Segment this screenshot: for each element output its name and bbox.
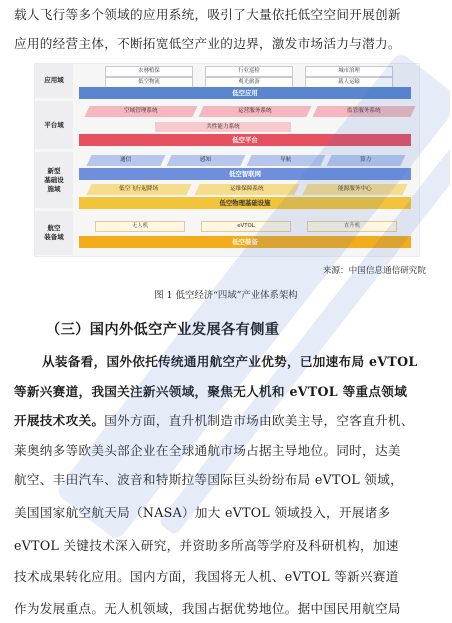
platform-band-operation	[198, 106, 311, 117]
phys-chip-maintenance	[194, 184, 299, 195]
body-line-2: 等新兴赛道，我国关注新兴领域，聚焦无人机和 eVTOL 等重点领域	[14, 384, 408, 399]
body-line-6: 美国国家航空航天局（NASA）加大 eVTOL 领域投入，开展诸多	[14, 505, 391, 520]
body-line-7: eVTOL 关键技术深入研究，并资助多所高等学府及科研机构，加速	[14, 538, 399, 553]
domain-label-infra-2: 基础设	[44, 176, 64, 184]
domain-label-equipment-1: 航空	[47, 224, 61, 232]
net-chip-sense-label: 感知	[200, 157, 212, 163]
platform-common: 共性能力系统	[155, 122, 291, 132]
body-line-3-bold: 开展技术攻关。	[14, 413, 105, 428]
app-chip-agri: 农林植保	[105, 66, 193, 77]
body-line-4: 莱奥纳多等欧美头部企业在全球通航市场占据主导地位。同时，达美	[14, 443, 401, 458]
body-line-1: 从装备看，国外依托传统通用航空产业优势，已加速布局 eVTOL	[42, 354, 418, 369]
equip-chip-helicopter: 直升机	[307, 221, 397, 232]
body-line-9: 作为发展重点。无人机领域，我国占据优势地位。据中国民用航空局	[14, 601, 401, 616]
domain-label-infra-1: 新型	[47, 167, 61, 175]
platform-band-regulation-label: 监管服务系统	[347, 108, 381, 114]
domain-label-application: 应用域	[44, 76, 64, 84]
body-line-3	[14, 410, 438, 429]
physical-bar: 低空物理基础设施	[79, 197, 411, 209]
architecture-figure	[34, 63, 420, 257]
net-chip-nav	[246, 155, 325, 166]
app-chip-tourism: 观光旅游	[205, 77, 293, 88]
net-chip-compute-label: 算力	[360, 157, 372, 163]
net-chip-comm	[86, 155, 165, 166]
figure-caption: 图 1 低空经济“四域”产业体系架构	[154, 290, 298, 301]
platform-band-airspace-label: 空域管理系统	[124, 108, 158, 114]
app-chip-passenger: 载人运输	[305, 77, 393, 88]
network-bar: 低空智联网	[79, 168, 411, 180]
app-chip-inspection: 行业巡检	[205, 66, 293, 77]
phys-chip-energy-label: 能源服务中心	[338, 186, 372, 192]
platform-bar: 低空平台	[79, 134, 411, 146]
equipment-bar: 低空装备	[79, 236, 411, 248]
equip-chip-evtol: eVTOL	[201, 221, 291, 232]
app-chip-city: 城市治理	[305, 66, 393, 77]
body-line-5: 航空、丰田汽车、波音和特斯拉等国际巨头纷纷布局 eVTOL 领域，	[14, 472, 403, 487]
app-chip-logistics: 低空物流	[105, 77, 193, 88]
figure-source: 来源：中国信息通信研究院	[322, 266, 426, 276]
domain-label-platform: 平台域	[44, 121, 64, 129]
section-heading: （三）国内外低空产业发展各有侧重	[46, 322, 280, 338]
intro-line-2: 应用的经营主体，不断拓宽低空产业的边界，激发市场活力与潜力。	[14, 36, 401, 51]
phys-chip-vertiport	[86, 184, 191, 195]
intro-line-1: 载人飞行等多个领域的应用系统，吸引了大量依托低空空间开展创新	[14, 7, 401, 22]
phys-chip-maintenance-label: 运维保障系统	[230, 186, 264, 192]
equip-chip-drone: 无人机	[95, 221, 185, 232]
phys-chip-vertiport-label: 低空飞行起降场	[119, 186, 159, 192]
phys-chip-energy	[302, 184, 407, 195]
net-chip-comm-label: 通信	[120, 157, 132, 163]
body-line-3-rest: 国外方面，直升机制造市场由欧美主导，空客直升机、	[104, 413, 414, 428]
net-chip-compute	[326, 155, 405, 166]
platform-band-regulation	[312, 106, 415, 117]
net-chip-nav-label: 导航	[280, 157, 292, 163]
domain-label-equipment-2: 装备域	[44, 233, 64, 241]
body-line-8: 技术成果转化应用。国内方面，我国将无人机、eVTOL 等新兴赛道	[14, 569, 399, 584]
app-bar: 低空应用	[79, 87, 411, 99]
platform-band-airspace	[84, 106, 197, 117]
domain-label-infra-3: 施域	[47, 185, 61, 193]
platform-band-operation-label: 运营服务系统	[238, 108, 272, 114]
net-chip-sense	[166, 155, 245, 166]
